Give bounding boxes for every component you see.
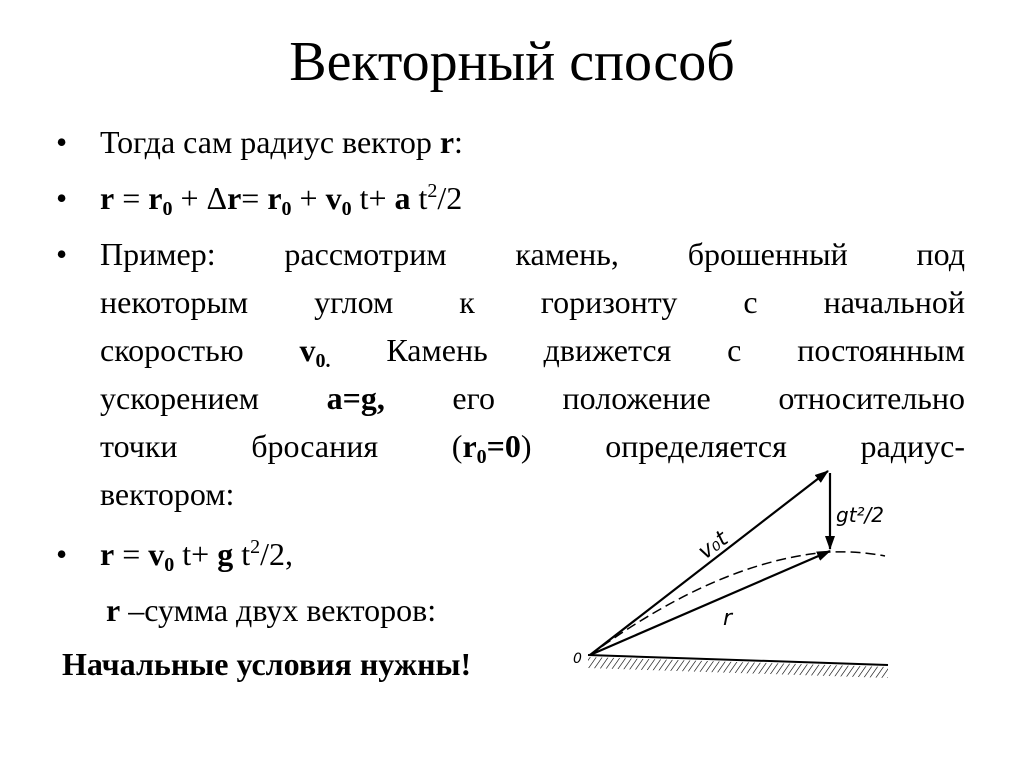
example-line-6: вектором:	[100, 476, 235, 512]
sym-g: g	[217, 536, 234, 572]
label-v0t: v₀t	[693, 526, 733, 565]
text-part: точки бросания (	[100, 428, 463, 464]
colon: :	[454, 124, 463, 160]
sym-v: v	[148, 536, 165, 572]
sym-plus2: +	[291, 180, 326, 216]
example-line-2: некоторым углом к горизонту с начальной	[100, 284, 965, 320]
sub-0: 0	[162, 198, 173, 220]
text-part: ускорением	[100, 380, 327, 416]
sym-delta: Δ	[206, 180, 228, 216]
sym-t2: t	[233, 536, 251, 572]
exp-2: 2	[427, 180, 438, 202]
sum-text: –сумма двух векторов:	[120, 592, 437, 628]
sym-r0: r	[462, 428, 477, 464]
sym-eq-zero: =0	[486, 428, 521, 464]
sym-r: r	[100, 536, 115, 572]
sym-plus: +	[172, 180, 207, 216]
sym-t2: t	[410, 180, 428, 216]
label-gt2: gt²/2	[836, 503, 885, 527]
sub-v0: 0	[341, 198, 352, 220]
exp-2: 2	[250, 536, 261, 558]
example-line-1: Пример: рассмотрим камень, брошенный под	[100, 236, 965, 272]
bullet-text: Тогда сам радиус вектор	[100, 124, 440, 160]
sym-eq: =	[114, 536, 149, 572]
bullet-marker: •	[56, 180, 68, 216]
sym-r: r	[100, 180, 115, 216]
sym-r0: r	[148, 180, 163, 216]
sym-div: /2,	[260, 536, 293, 572]
label-r: r	[723, 606, 733, 631]
bullet-marker: •	[56, 124, 68, 160]
text-part: ) определяется радиус-	[520, 428, 966, 464]
conclusion-text: Начальные условия нужны!	[62, 646, 472, 682]
slide-title: Векторный способ	[289, 31, 735, 93]
sym-r0b: r	[267, 180, 282, 216]
sym-t: t+	[351, 180, 395, 216]
sym-dr: r	[227, 180, 242, 216]
vector-r	[590, 551, 830, 655]
sym-t: t+	[174, 536, 218, 572]
sym-eq2: =	[241, 180, 268, 216]
sym-eq: =	[114, 180, 149, 216]
sym-v: v	[325, 180, 342, 216]
trajectory-curve	[590, 552, 885, 655]
text-part: Камень движется с постоянным	[330, 332, 966, 368]
vector-r: r	[439, 124, 455, 160]
sym-div: /2	[437, 180, 463, 216]
sub-0b: 0	[281, 198, 292, 220]
sym-r: r	[106, 592, 121, 628]
sub-v0: 0.	[315, 350, 331, 372]
sym-v0: v	[299, 332, 316, 368]
text-part: его положение относительно	[384, 380, 966, 416]
bullet-marker: •	[56, 236, 68, 272]
sub-0: 0	[476, 446, 487, 468]
sym-a: a	[394, 180, 411, 216]
sub-v0: 0	[164, 554, 175, 576]
text-part: скоростью	[100, 332, 300, 368]
sym-a-eq-g: a=g,	[326, 380, 385, 416]
bullet-marker: •	[56, 536, 68, 572]
label-origin: 0	[573, 651, 582, 667]
